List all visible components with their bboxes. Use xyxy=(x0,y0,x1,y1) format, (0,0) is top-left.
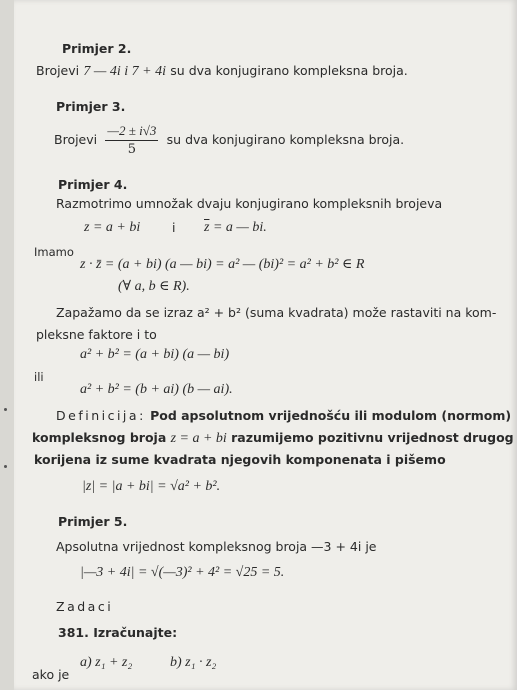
example-5-title: Primjer 5. xyxy=(58,514,128,529)
equation-forall: (∀ a, b ∈ R). xyxy=(118,279,190,294)
equation-factor-2: a² + b² = (b + ai) (b — ai). xyxy=(80,382,233,397)
definition-z: z = a + bi xyxy=(170,431,227,446)
definition-formula: |z| = |a + bi| = √a² + b². xyxy=(82,479,221,494)
definition-text-2a: kompleksnog broja xyxy=(32,430,167,445)
paragraph-line-1: Zapažamo da se izraz a² + b² (suma kvadrata) može rastaviti na kom- xyxy=(56,305,497,320)
definition-line-2 xyxy=(32,429,514,448)
definition-line-1 xyxy=(56,407,511,425)
example-3-text xyxy=(54,122,404,159)
tasks-title: Zadaci xyxy=(56,599,114,614)
definition-text-2b: razumijemo pozitivnu vrijednost drugog xyxy=(231,430,514,445)
equation-z-conjugate xyxy=(204,219,267,237)
margin-dot xyxy=(4,465,7,468)
example-2-expr: 7 — 4i i 7 + 4i xyxy=(83,64,166,79)
imamo-label: Imamo xyxy=(34,245,74,259)
book-page xyxy=(14,0,517,690)
definition-line-3: korijena iz sume kvadrata njegovih komponenata i pišemo xyxy=(34,452,446,467)
task-ako-je: ako je xyxy=(32,667,70,682)
task-381-b: b) z₁ · z₂ xyxy=(170,655,217,670)
example-2-title: Primjer 2. xyxy=(62,41,132,56)
example-2-text xyxy=(36,62,408,81)
fraction-numerator: —2 ± i√3 xyxy=(105,122,158,141)
z-conjugate-symbol: $\overline{z}$ xyxy=(204,220,210,235)
example-3-title: Primjer 3. xyxy=(56,99,126,114)
equation-product: z · z̄ = (a + bi) (a — bi) = a² — (bi)² = a² + b² ∈ R xyxy=(80,257,365,272)
example-2-suffix: su dva konjugirano kompleksna broja. xyxy=(170,63,408,78)
fraction-denominator: 5 xyxy=(127,142,137,157)
ili-label: ili xyxy=(34,370,44,384)
example-5-formula: |—3 + 4i| = √(—3)² + 4² = √25 = 5. xyxy=(80,565,285,580)
equation-and: i xyxy=(172,220,176,235)
example-5-text: Apsolutna vrijednost kompleksnog broja —3 + 4i je xyxy=(56,539,377,554)
example-2-prefix: Brojevi xyxy=(36,63,80,78)
paragraph-line-2: pleksne faktore i to xyxy=(36,327,157,342)
task-381-a: a) z₁ + z₂ xyxy=(80,655,133,670)
z-conjugate-rhs: = a — bi. xyxy=(209,220,267,235)
definition-label: Definicija: xyxy=(56,408,146,423)
equation-z: z = a + bi xyxy=(84,220,141,235)
equation-factor-1: a² + b² = (a + bi) (a — bi) xyxy=(80,347,230,362)
example-3-fraction xyxy=(105,122,158,159)
example-4-title: Primjer 4. xyxy=(58,177,128,192)
example-4-intro: Razmotrimo umnožak dvaju konjugirano kompleksnih brojeva xyxy=(56,196,443,211)
task-381: 381. Izračunajte: xyxy=(58,625,178,640)
example-3-prefix: Brojevi xyxy=(54,132,98,147)
example-3-suffix: su dva konjugirano kompleksna broja. xyxy=(166,132,405,147)
margin-dot xyxy=(4,408,7,411)
definition-text-1: Pod apsolutnom vrijednošću ili modulom (normom) xyxy=(150,408,512,423)
